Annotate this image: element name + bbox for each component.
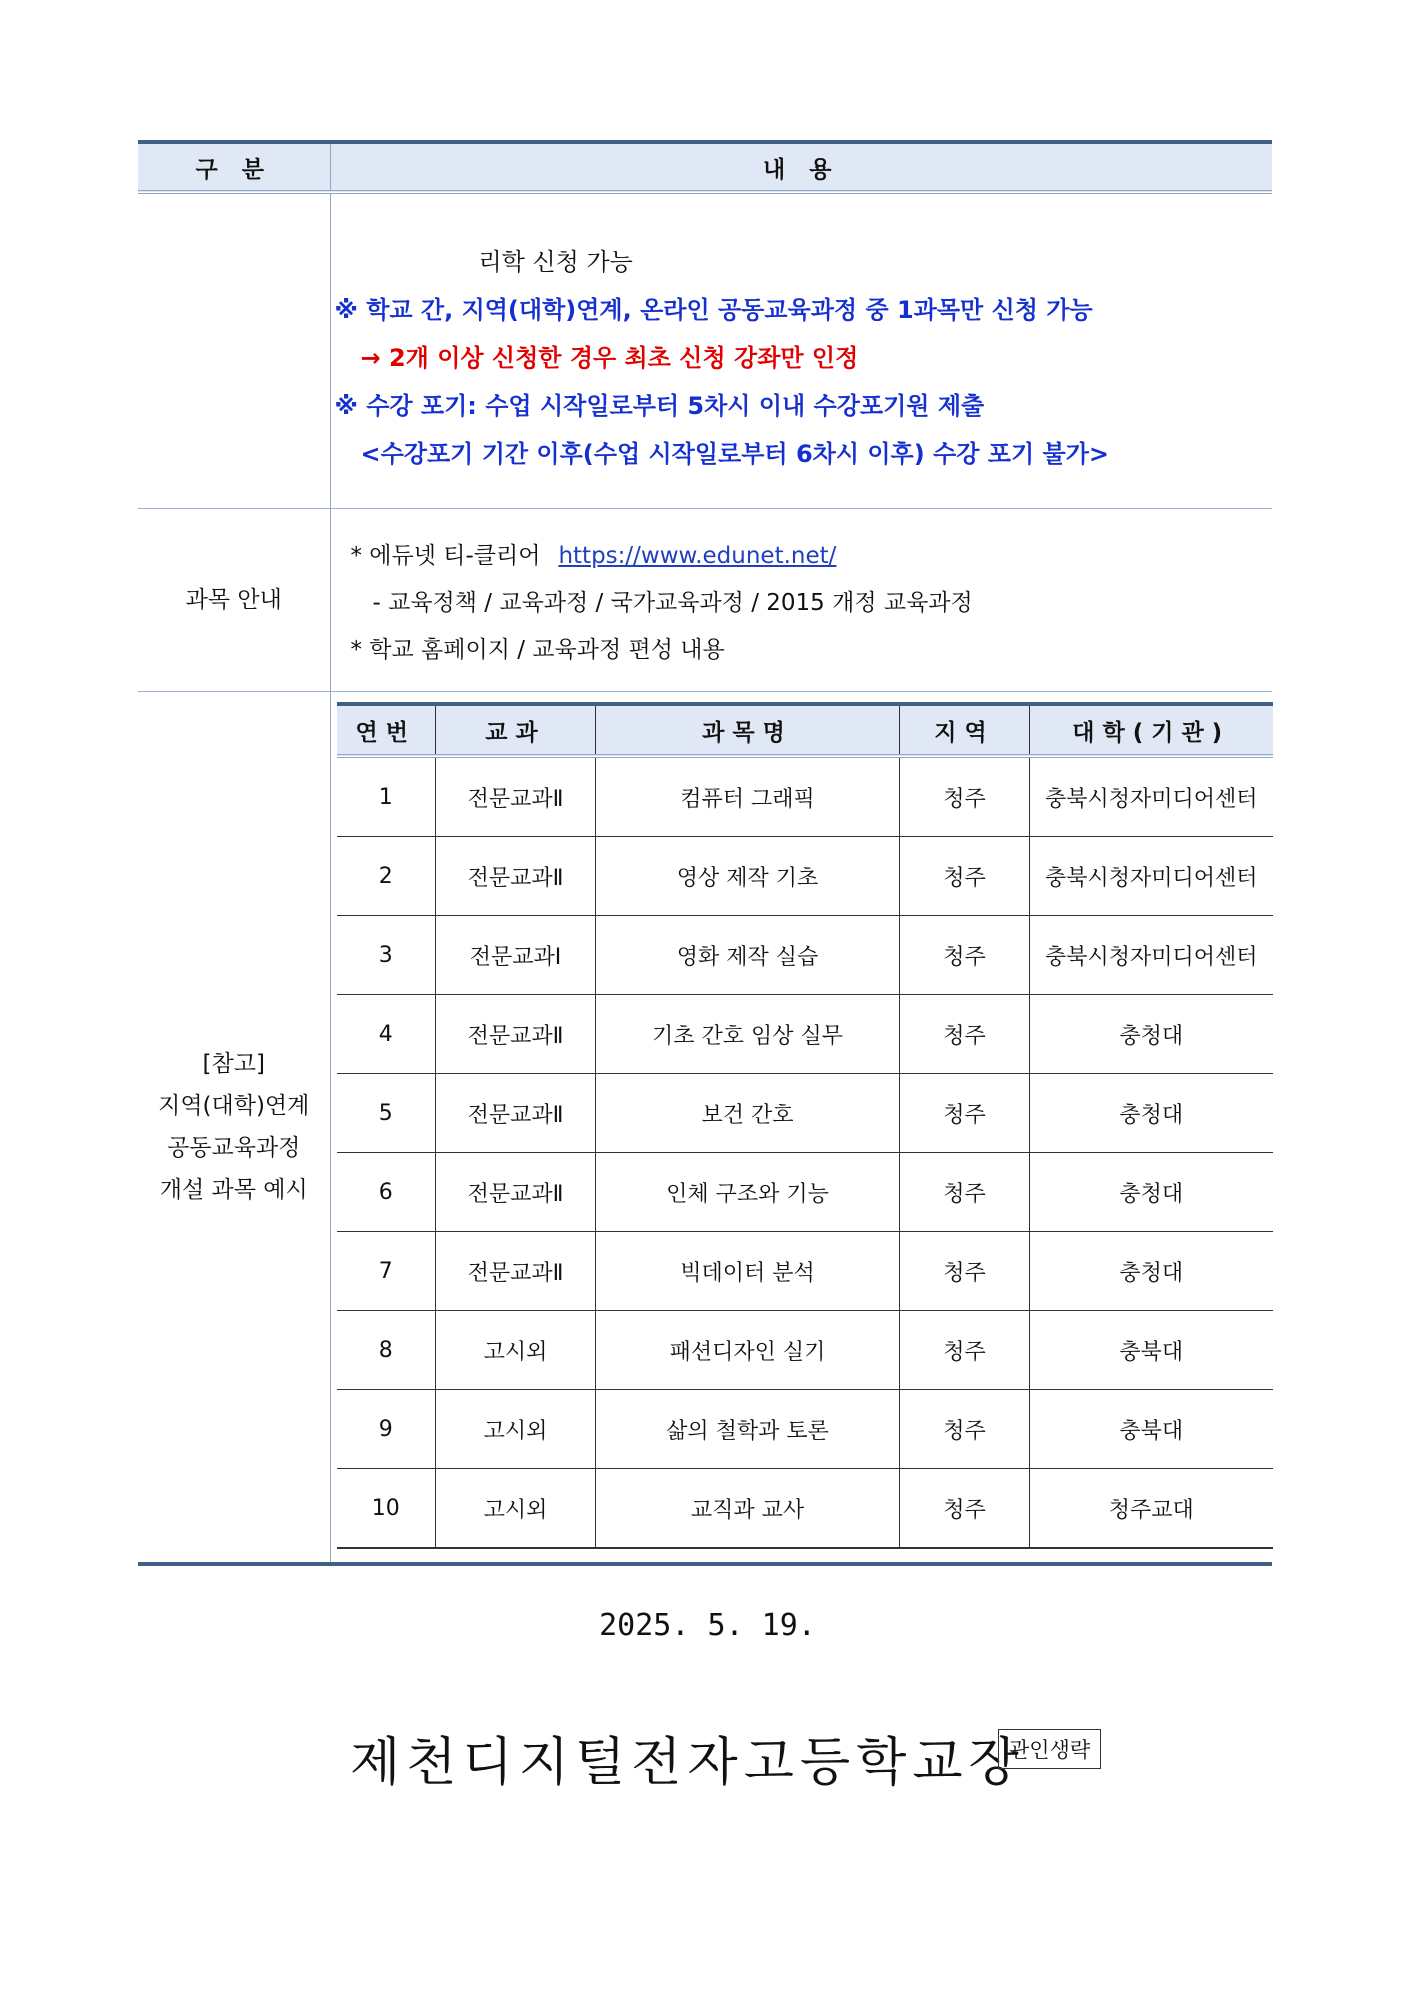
table-row [337,837,1273,916]
table-row [337,1311,1273,1390]
table-row [337,916,1273,995]
course-region: 청주 [900,1311,1030,1390]
apply-line-1: 리학 신청 가능 [478,248,633,276]
course-institution: 충북대 [1030,1311,1273,1390]
guide-edunet-text: * 에듀넷 티-클리어 [350,543,541,569]
signer-title: 제천디지털전자고등학교장 [350,1733,1025,1793]
course-region: 청주 [900,1153,1030,1232]
course-name: 빅데이터 분석 [596,1232,900,1311]
course-table-wrap [331,692,1273,1562]
course-name: 컴퓨터 그래픽 [596,756,900,837]
guide-line-3: * 학교 홈페이지 / 교육과정 편성 내용 [350,637,725,663]
course-subject: 고시외 [436,1390,596,1469]
table-row [337,1232,1273,1311]
course-subject: 전문교과Ⅱ [436,756,596,837]
course-subject: 전문교과Ⅱ [436,1232,596,1311]
seal-omitted-box: 관인생략 [998,1729,1101,1769]
course-no: 1 [337,756,436,837]
table-row [337,1469,1273,1549]
apply-line-5: <수강포기 기간 이후(수업 시작일로부터 6차시 이후) 수강 포기 불가> [360,440,1109,468]
table-row [337,1390,1273,1469]
course-institution: 충청대 [1030,1153,1273,1232]
course-institution: 충청대 [1030,1074,1273,1153]
course-name: 교직과 교사 [596,1469,900,1549]
course-institution: 충북대 [1030,1390,1273,1469]
course-institution: 충북시청자미디어센터 [1030,916,1273,995]
example-label-3: 공동교육과정 [167,1135,301,1161]
course-subject: 전문교과Ⅱ [436,1074,596,1153]
course-institution: 충청대 [1030,1232,1273,1311]
course-subject: 고시외 [436,1311,596,1390]
guide-row [138,509,1272,692]
course-name: 인체 구조와 기능 [596,1153,900,1232]
course-region: 청주 [900,1074,1030,1153]
course-header-institution: 대학(기관) [1030,704,1273,756]
course-no: 3 [337,916,436,995]
guide-line-2: - 교육정책 / 교육과정 / 국가교육과정 / 2015 개정 교육과정 [372,590,973,616]
main-table [138,140,1272,1566]
example-label-4: 개설 과목 예시 [159,1177,308,1203]
header-row [138,142,1272,192]
course-name: 삶의 철학과 토론 [596,1390,900,1469]
course-no: 4 [337,995,436,1074]
course-subject: 전문교과Ⅱ [436,837,596,916]
course-name: 보건 간호 [596,1074,900,1153]
document-date: 2025. 5. 19. [599,1608,816,1643]
course-institution: 청주교대 [1030,1469,1273,1549]
guide-line-1 [351,537,837,570]
course-no: 7 [337,1232,436,1311]
course-subject: 전문교과Ⅱ [436,1153,596,1232]
course-header-region: 지역 [900,704,1030,756]
course-institution: 충청대 [1030,995,1273,1074]
course-subject: 전문교과Ⅱ [436,995,596,1074]
course-header-name: 과목명 [596,704,900,756]
course-subject: 고시외 [436,1469,596,1549]
example-row [138,692,1272,1565]
header-content: 내 용 [330,142,1272,192]
course-header-row [337,704,1273,756]
course-region: 청주 [900,756,1030,837]
course-no: 5 [337,1074,436,1153]
course-no: 9 [337,1390,436,1469]
apply-label-cell [138,192,330,509]
header-category: 구 분 [138,142,330,192]
course-no: 8 [337,1311,436,1390]
course-no: 2 [337,837,436,916]
edunet-link[interactable]: https://www.edunet.net/ [558,543,837,569]
apply-line-2: ※ 학교 간, 지역(대학)연계, 온라인 공동교육과정 중 1과목만 신청 가능 [334,296,1093,324]
course-subject: 전문교과Ⅰ [436,916,596,995]
course-region: 청주 [900,916,1030,995]
course-institution: 충북시청자미디어센터 [1030,756,1273,837]
example-label [138,692,330,1565]
example-content [330,692,1272,1565]
course-table [337,702,1273,1549]
table-row [337,1074,1273,1153]
apply-content [330,192,1272,509]
course-header-subject: 교과 [436,704,596,756]
course-region: 청주 [900,995,1030,1074]
course-region: 청주 [900,1390,1030,1469]
course-institution: 충북시청자미디어센터 [1030,837,1273,916]
apply-line-3: → 2개 이상 신청한 경우 최초 신청 강좌만 인정 [360,344,859,372]
course-name: 기초 간호 임상 실무 [596,995,900,1074]
course-region: 청주 [900,1232,1030,1311]
example-label-2: 지역(대학)연계 [158,1093,310,1119]
table-row [337,1153,1273,1232]
apply-row [138,192,1272,509]
course-name: 패션디자인 실기 [596,1311,900,1390]
guide-label: 과목 안내 [138,509,330,692]
course-no: 10 [337,1469,436,1549]
example-label-1: [참고] [202,1051,265,1077]
apply-line-4: ※ 수강 포기: 수업 시작일로부터 5차시 이내 수강포기원 제출 [334,392,985,420]
course-region: 청주 [900,1469,1030,1549]
table-row [337,756,1273,837]
course-no: 6 [337,1153,436,1232]
course-name: 영화 제작 실습 [596,916,900,995]
table-row [337,995,1273,1074]
course-region: 청주 [900,837,1030,916]
guide-content [330,509,1272,692]
course-name: 영상 제작 기초 [596,837,900,916]
course-header-no: 연번 [337,704,436,756]
